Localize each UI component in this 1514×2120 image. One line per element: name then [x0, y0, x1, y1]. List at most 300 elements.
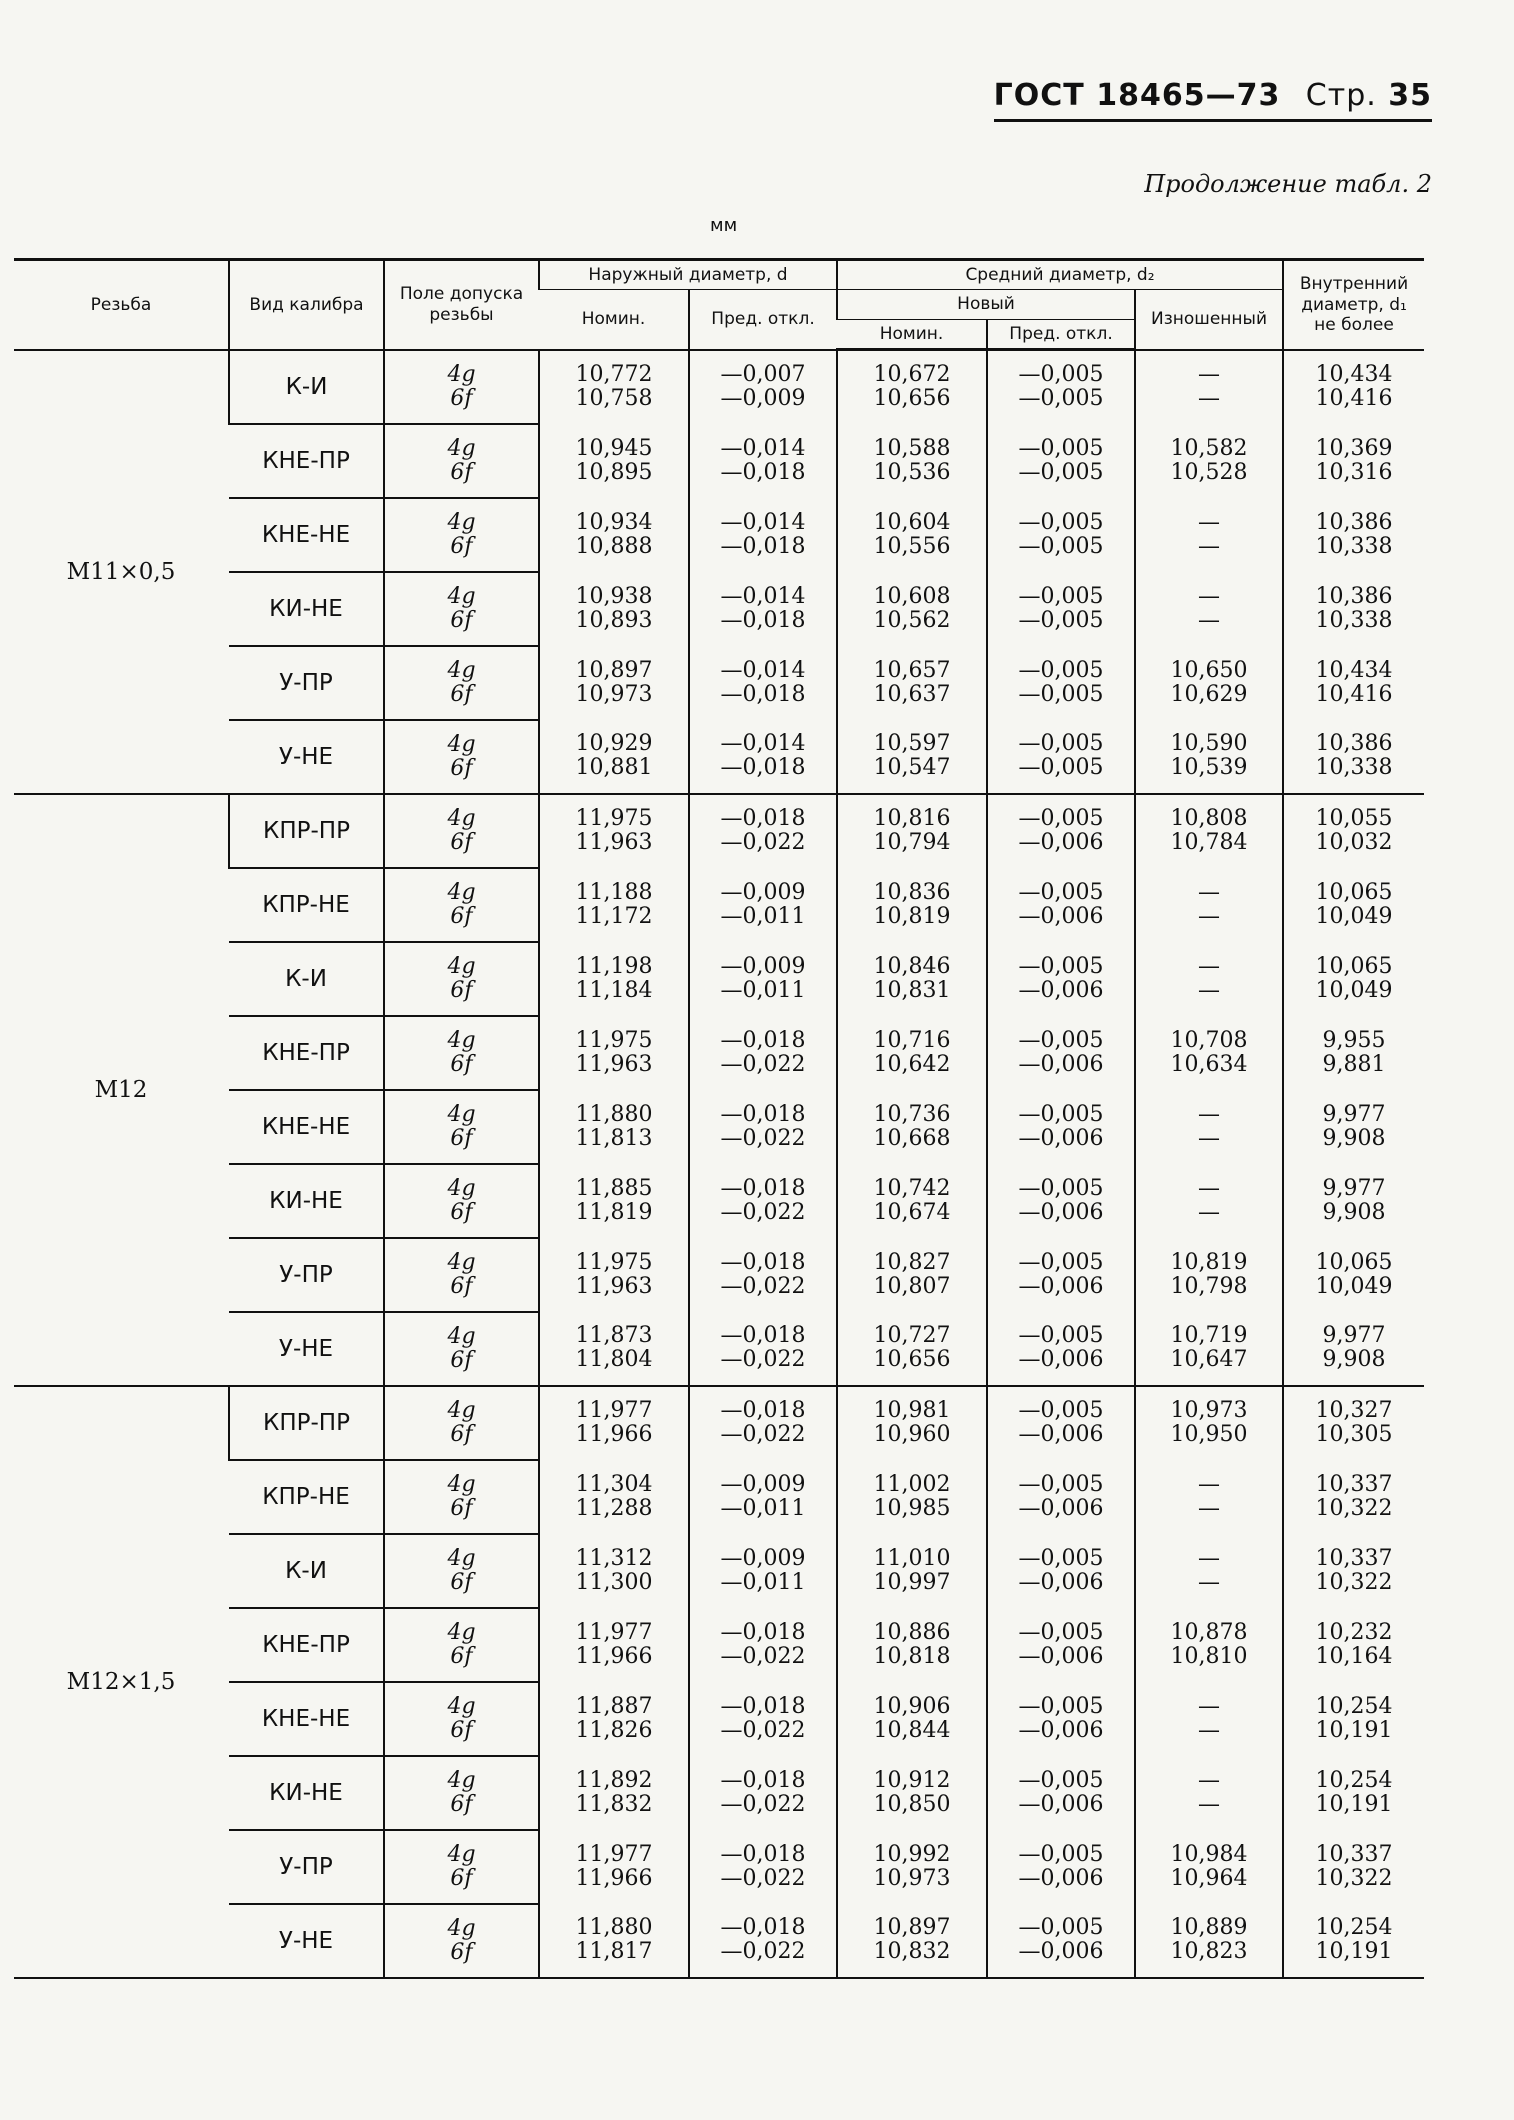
- cell-value: 10,973: [575, 681, 653, 707]
- cell-value: —0,006: [1018, 1643, 1104, 1669]
- cell-value: 10,191: [1315, 1939, 1393, 1965]
- cell-value: —0,018: [720, 1175, 806, 1201]
- cell-value: —0,009: [720, 386, 806, 412]
- cell-value: —: [1198, 583, 1220, 609]
- cell-value: —: [1198, 1569, 1220, 1595]
- cell-value: 10,772: [575, 362, 653, 388]
- table-continuation-note: Продолжение табл. 2: [1144, 170, 1432, 198]
- col-middle-nom: Номин.: [837, 319, 987, 349]
- cell-value: 4g: [447, 1471, 476, 1497]
- middle-nom-cell: [837, 498, 987, 572]
- middle-dev-cell: [987, 1534, 1135, 1608]
- col-inner-diameter: Внутренний диаметр, d₁ не более: [1283, 260, 1424, 350]
- outer-dev-cell: [689, 1312, 837, 1386]
- gauge-type-cell: КНЕ-НЕ: [229, 1090, 384, 1164]
- cell-value: 10,895: [575, 459, 653, 485]
- cell-value: 10,960: [873, 1422, 951, 1448]
- cell-value: —: [1198, 1125, 1220, 1151]
- cell-value: —: [1198, 977, 1220, 1003]
- cell-value: 10,886: [873, 1619, 951, 1645]
- cell-value: —0,005: [1018, 386, 1104, 412]
- outer-dev-cell: [689, 1904, 837, 1978]
- page-header: [994, 78, 1432, 122]
- cell-value: 11,892: [575, 1767, 653, 1793]
- cell-value: —0,006: [1018, 1347, 1104, 1373]
- cell-value: 10,668: [873, 1125, 951, 1151]
- cell-value: 10,742: [873, 1175, 951, 1201]
- gauge-type-cell: КПР-ПР: [229, 1386, 384, 1460]
- inner-cell: [1283, 1904, 1424, 1978]
- tolerance-cell: [384, 1090, 539, 1164]
- table-row: [14, 1386, 1424, 1460]
- cell-value: 10,597: [873, 731, 951, 757]
- cell-value: 10,322: [1315, 1495, 1393, 1521]
- cell-value: 10,055: [1315, 806, 1393, 832]
- cell-value: 10,642: [873, 1051, 951, 1077]
- outer-dev-cell: [689, 1830, 837, 1904]
- col-middle-new: Новый: [837, 290, 1135, 319]
- cell-value: 4g: [447, 1767, 476, 1793]
- inner-cell: [1283, 1756, 1424, 1830]
- inner-cell: [1283, 794, 1424, 868]
- worn-cell: [1135, 720, 1283, 794]
- tolerance-cell: [384, 942, 539, 1016]
- outer-nom-cell: [539, 424, 689, 498]
- cell-value: 10,049: [1315, 977, 1393, 1003]
- cell-value: —0,018: [720, 1841, 806, 1867]
- outer-nom-cell: [539, 1164, 689, 1238]
- middle-nom-cell: [837, 1238, 987, 1312]
- middle-nom-cell: [837, 1016, 987, 1090]
- thread-cell: M12×1,5: [14, 1386, 229, 1978]
- cell-value: 10,719: [1170, 1323, 1248, 1349]
- inner-cell: [1283, 1164, 1424, 1238]
- middle-nom-cell: [837, 1460, 987, 1534]
- cell-value: 10,416: [1315, 386, 1393, 412]
- cell-value: 11,977: [575, 1619, 653, 1645]
- cell-value: —0,006: [1018, 1939, 1104, 1965]
- tolerance-cell: [384, 350, 539, 424]
- middle-nom-cell: [837, 794, 987, 868]
- cell-value: —: [1198, 1199, 1220, 1225]
- cell-value: —0,018: [720, 1693, 806, 1719]
- cell-value: 9,977: [1322, 1101, 1386, 1127]
- cell-value: —0,005: [1018, 953, 1104, 979]
- cell-value: —0,011: [720, 1495, 806, 1521]
- gauge-type-cell: К-И: [229, 350, 384, 424]
- cell-value: 4g: [447, 1619, 476, 1645]
- cell-value: 10,818: [873, 1643, 951, 1669]
- cell-value: —0,018: [720, 533, 806, 559]
- outer-dev-cell: [689, 646, 837, 720]
- cell-value: 10,650: [1170, 657, 1248, 683]
- cell-value: 10,049: [1315, 903, 1393, 929]
- cell-value: 10,832: [873, 1939, 951, 1965]
- inner-cell: [1283, 1238, 1424, 1312]
- gauge-type-cell: КИ-НЕ: [229, 1164, 384, 1238]
- cell-value: 10,981: [873, 1398, 951, 1424]
- cell-value: —0,018: [720, 1249, 806, 1275]
- inner-cell: [1283, 1312, 1424, 1386]
- cell-value: 10,604: [873, 509, 951, 535]
- gauge-type-cell: У-НЕ: [229, 1904, 384, 1978]
- inner-cell: [1283, 1534, 1424, 1608]
- cell-value: 9,977: [1322, 1175, 1386, 1201]
- cell-value: 10,881: [575, 755, 653, 781]
- middle-dev-cell: [987, 1238, 1135, 1312]
- cell-value: 4g: [447, 805, 476, 831]
- cell-value: 10,254: [1315, 1693, 1393, 1719]
- cell-value: —0,005: [1018, 435, 1104, 461]
- cell-value: —: [1198, 1791, 1220, 1817]
- inner-cell: [1283, 1386, 1424, 1460]
- cell-value: —0,022: [720, 1791, 806, 1817]
- cell-value: 11,975: [575, 1027, 653, 1053]
- worn-cell: [1135, 646, 1283, 720]
- cell-value: 10,912: [873, 1767, 951, 1793]
- cell-value: —0,011: [720, 977, 806, 1003]
- cell-value: —0,005: [1018, 681, 1104, 707]
- worn-cell: [1135, 424, 1283, 498]
- cell-value: 6f: [450, 977, 473, 1003]
- cell-value: 10,758: [575, 386, 653, 412]
- cell-value: —0,022: [720, 1051, 806, 1077]
- inner-cell: [1283, 350, 1424, 424]
- cell-value: 4g: [447, 879, 476, 905]
- cell-value: —0,005: [1018, 1693, 1104, 1719]
- table-row: [14, 794, 1424, 868]
- inner-cell: [1283, 1682, 1424, 1756]
- cell-value: 11,804: [575, 1347, 653, 1373]
- cell-value: —0,022: [720, 1199, 806, 1225]
- tolerance-cell: [384, 868, 539, 942]
- cell-value: —: [1198, 879, 1220, 905]
- cell-value: 10,893: [575, 607, 653, 633]
- cell-value: —0,006: [1018, 1199, 1104, 1225]
- cell-value: 10,386: [1315, 731, 1393, 757]
- outer-dev-cell: [689, 1016, 837, 1090]
- cell-value: 10,164: [1315, 1643, 1393, 1669]
- cell-value: 10,305: [1315, 1422, 1393, 1448]
- cell-value: 11,885: [575, 1175, 653, 1201]
- gauge-type-cell: КПР-ПР: [229, 794, 384, 868]
- cell-value: —0,014: [720, 435, 806, 461]
- middle-nom-cell: [837, 424, 987, 498]
- cell-value: 10,562: [873, 607, 951, 633]
- page-number: 35: [1388, 78, 1432, 113]
- middle-dev-cell: [987, 1830, 1135, 1904]
- inner-cell: [1283, 942, 1424, 1016]
- cell-value: 10,327: [1315, 1398, 1393, 1424]
- tolerance-cell: [384, 1238, 539, 1312]
- tolerance-cell: [384, 794, 539, 868]
- cell-value: 6f: [450, 1569, 473, 1595]
- cell-value: 10,846: [873, 953, 951, 979]
- cell-value: —: [1198, 1471, 1220, 1497]
- cell-value: 10,065: [1315, 879, 1393, 905]
- cell-value: 10,556: [873, 533, 951, 559]
- cell-value: —0,005: [1018, 879, 1104, 905]
- cell-value: 6f: [450, 1791, 473, 1817]
- tolerance-cell: [384, 646, 539, 720]
- middle-nom-cell: [837, 720, 987, 794]
- middle-nom-cell: [837, 1756, 987, 1830]
- outer-dev-cell: [689, 1534, 837, 1608]
- cell-value: 11,977: [575, 1398, 653, 1424]
- cell-value: —: [1198, 607, 1220, 633]
- worn-cell: [1135, 1090, 1283, 1164]
- outer-dev-cell: [689, 868, 837, 942]
- cell-value: 6f: [450, 1347, 473, 1373]
- worn-cell: [1135, 1904, 1283, 1978]
- middle-nom-cell: [837, 350, 987, 424]
- middle-dev-cell: [987, 1608, 1135, 1682]
- worn-cell: [1135, 1682, 1283, 1756]
- cell-value: 10,386: [1315, 509, 1393, 535]
- inner-cell: [1283, 868, 1424, 942]
- cell-value: 10,322: [1315, 1865, 1393, 1891]
- outer-nom-cell: [539, 868, 689, 942]
- cell-value: 10,964: [1170, 1865, 1248, 1891]
- outer-nom-cell: [539, 572, 689, 646]
- cell-value: 9,977: [1322, 1323, 1386, 1349]
- cell-value: 10,808: [1170, 806, 1248, 832]
- middle-nom-cell: [837, 646, 987, 720]
- col-middle-worn: Изношенный: [1135, 290, 1283, 350]
- cell-value: 10,582: [1170, 435, 1248, 461]
- cell-value: —0,018: [720, 755, 806, 781]
- cell-value: —0,018: [720, 1398, 806, 1424]
- outer-dev-cell: [689, 424, 837, 498]
- cell-value: 10,810: [1170, 1643, 1248, 1669]
- cell-value: 10,629: [1170, 681, 1248, 707]
- gauge-type-cell: КПР-НЕ: [229, 1460, 384, 1534]
- middle-nom-cell: [837, 1386, 987, 1460]
- cell-value: 9,955: [1322, 1027, 1386, 1053]
- cell-value: 10,727: [873, 1323, 951, 1349]
- outer-dev-cell: [689, 1238, 837, 1312]
- cell-value: 6f: [450, 1495, 473, 1521]
- cell-value: —0,018: [720, 1915, 806, 1941]
- unit-label: мм: [710, 215, 738, 236]
- cell-value: 10,973: [1170, 1398, 1248, 1424]
- cell-value: 9,908: [1322, 1347, 1386, 1373]
- middle-nom-cell: [837, 1830, 987, 1904]
- cell-value: 10,588: [873, 435, 951, 461]
- cell-value: —0,018: [720, 1767, 806, 1793]
- cell-value: —0,018: [720, 1101, 806, 1127]
- outer-dev-cell: [689, 1460, 837, 1534]
- middle-dev-cell: [987, 1312, 1135, 1386]
- cell-value: —0,018: [720, 806, 806, 832]
- inner-cell: [1283, 1830, 1424, 1904]
- cell-value: 10,647: [1170, 1347, 1248, 1373]
- cell-value: 10,434: [1315, 657, 1393, 683]
- cell-value: 11,288: [575, 1495, 653, 1521]
- cell-value: 10,049: [1315, 1273, 1393, 1299]
- outer-nom-cell: [539, 720, 689, 794]
- worn-cell: [1135, 1460, 1283, 1534]
- cell-value: 10,536: [873, 459, 951, 485]
- cell-value: 6f: [450, 1273, 473, 1299]
- gauge-type-cell: У-ПР: [229, 1238, 384, 1312]
- outer-dev-cell: [689, 1682, 837, 1756]
- tolerance-cell: [384, 1904, 539, 1978]
- cell-value: 10,934: [575, 509, 653, 535]
- cell-value: 10,528: [1170, 459, 1248, 485]
- outer-nom-cell: [539, 1016, 689, 1090]
- worn-cell: [1135, 794, 1283, 868]
- cell-value: —: [1198, 509, 1220, 535]
- cell-value: —0,014: [720, 657, 806, 683]
- cell-value: —0,005: [1018, 1323, 1104, 1349]
- cell-value: 4g: [447, 731, 476, 757]
- cell-value: —0,022: [720, 1865, 806, 1891]
- outer-dev-cell: [689, 572, 837, 646]
- cell-value: 11,819: [575, 1199, 653, 1225]
- gauge-type-cell: У-НЕ: [229, 720, 384, 794]
- cell-value: —0,005: [1018, 657, 1104, 683]
- cell-value: —: [1198, 903, 1220, 929]
- standard-number: ГОСТ 18465—73: [993, 78, 1281, 113]
- cell-value: 11,832: [575, 1791, 653, 1817]
- tolerance-cell: [384, 1016, 539, 1090]
- cell-value: —0,006: [1018, 1717, 1104, 1743]
- cell-value: —0,006: [1018, 1273, 1104, 1299]
- worn-cell: [1135, 1608, 1283, 1682]
- cell-value: 10,798: [1170, 1273, 1248, 1299]
- cell-value: 6f: [450, 1051, 473, 1077]
- outer-nom-cell: [539, 1386, 689, 1460]
- cell-value: —0,009: [720, 1545, 806, 1571]
- middle-nom-cell: [837, 942, 987, 1016]
- cell-value: —0,022: [720, 1273, 806, 1299]
- inner-cell: [1283, 1608, 1424, 1682]
- outer-dev-cell: [689, 1386, 837, 1460]
- cell-value: —0,014: [720, 583, 806, 609]
- cell-value: 10,945: [575, 435, 653, 461]
- cell-value: 11,312: [575, 1545, 653, 1571]
- inner-cell: [1283, 1090, 1424, 1164]
- cell-value: 10,191: [1315, 1791, 1393, 1817]
- cell-value: —: [1198, 362, 1220, 388]
- cell-value: —: [1198, 386, 1220, 412]
- tolerance-cell: [384, 1164, 539, 1238]
- outer-nom-cell: [539, 1904, 689, 1978]
- cell-value: —0,005: [1018, 362, 1104, 388]
- middle-dev-cell: [987, 942, 1135, 1016]
- cell-value: —0,014: [720, 731, 806, 757]
- cell-value: 10,997: [873, 1569, 951, 1595]
- cell-value: 11,188: [575, 879, 653, 905]
- cell-value: —: [1198, 1545, 1220, 1571]
- table-row: [14, 350, 1424, 424]
- inner-cell: [1283, 424, 1424, 498]
- cell-value: 10,906: [873, 1693, 951, 1719]
- cell-value: —0,011: [720, 903, 806, 929]
- cell-value: 4g: [447, 953, 476, 979]
- gauge-type-cell: КИ-НЕ: [229, 572, 384, 646]
- gauge-type-cell: У-НЕ: [229, 1312, 384, 1386]
- cell-value: —0,022: [720, 1717, 806, 1743]
- cell-value: 10,338: [1315, 533, 1393, 559]
- cell-value: 10,316: [1315, 459, 1393, 485]
- cell-value: —0,006: [1018, 1865, 1104, 1891]
- cell-value: 4g: [447, 657, 476, 683]
- cell-value: —0,018: [720, 1027, 806, 1053]
- cell-value: 4g: [447, 509, 476, 535]
- cell-value: 10,708: [1170, 1027, 1248, 1053]
- cell-value: —: [1198, 1101, 1220, 1127]
- outer-nom-cell: [539, 1682, 689, 1756]
- cell-value: —0,005: [1018, 1915, 1104, 1941]
- gauge-type-cell: КНЕ-НЕ: [229, 498, 384, 572]
- cell-value: —0,006: [1018, 1422, 1104, 1448]
- tolerance-cell: [384, 1534, 539, 1608]
- tolerance-cell: [384, 1386, 539, 1460]
- worn-cell: [1135, 868, 1283, 942]
- cell-value: 10,819: [873, 903, 951, 929]
- gauge-type-cell: КПР-НЕ: [229, 868, 384, 942]
- middle-nom-cell: [837, 1090, 987, 1164]
- worn-cell: [1135, 1164, 1283, 1238]
- cell-value: 10,973: [873, 1865, 951, 1891]
- cell-value: —0,014: [720, 509, 806, 535]
- worn-cell: [1135, 1016, 1283, 1090]
- thread-cell: M11×0,5: [14, 350, 229, 794]
- cell-value: 11,966: [575, 1643, 653, 1669]
- inner-cell: [1283, 720, 1424, 794]
- cell-value: 10,337: [1315, 1841, 1393, 1867]
- outer-dev-cell: [689, 720, 837, 794]
- outer-dev-cell: [689, 350, 837, 424]
- cell-value: 11,977: [575, 1841, 653, 1867]
- middle-dev-cell: [987, 1090, 1135, 1164]
- cell-value: —0,005: [1018, 1471, 1104, 1497]
- cell-value: 10,888: [575, 533, 653, 559]
- cell-value: 11,887: [575, 1693, 653, 1719]
- cell-value: 10,637: [873, 681, 951, 707]
- cell-value: 6f: [450, 1421, 473, 1447]
- outer-nom-cell: [539, 794, 689, 868]
- inner-cell: [1283, 1016, 1424, 1090]
- worn-cell: [1135, 1534, 1283, 1608]
- cell-value: 6f: [450, 1125, 473, 1151]
- cell-value: —: [1198, 953, 1220, 979]
- cell-value: 10,807: [873, 1273, 951, 1299]
- cell-value: —0,005: [1018, 1027, 1104, 1053]
- outer-nom-cell: [539, 350, 689, 424]
- cell-value: 10,794: [873, 830, 951, 856]
- cell-value: —0,005: [1018, 1841, 1104, 1867]
- cell-value: —0,005: [1018, 1545, 1104, 1571]
- outer-dev-cell: [689, 498, 837, 572]
- middle-nom-cell: [837, 1534, 987, 1608]
- cell-value: 10,823: [1170, 1939, 1248, 1965]
- thread-cell: M12: [14, 794, 229, 1386]
- outer-dev-cell: [689, 942, 837, 1016]
- cell-value: 10,672: [873, 362, 951, 388]
- cell-value: 11,172: [575, 903, 653, 929]
- cell-value: 6f: [450, 903, 473, 929]
- cell-value: —: [1198, 533, 1220, 559]
- worn-cell: [1135, 1830, 1283, 1904]
- middle-nom-cell: [837, 572, 987, 646]
- cell-value: —0,005: [1018, 1101, 1104, 1127]
- cell-value: —0,009: [720, 1471, 806, 1497]
- tolerance-cell: [384, 572, 539, 646]
- cell-value: —0,006: [1018, 1569, 1104, 1595]
